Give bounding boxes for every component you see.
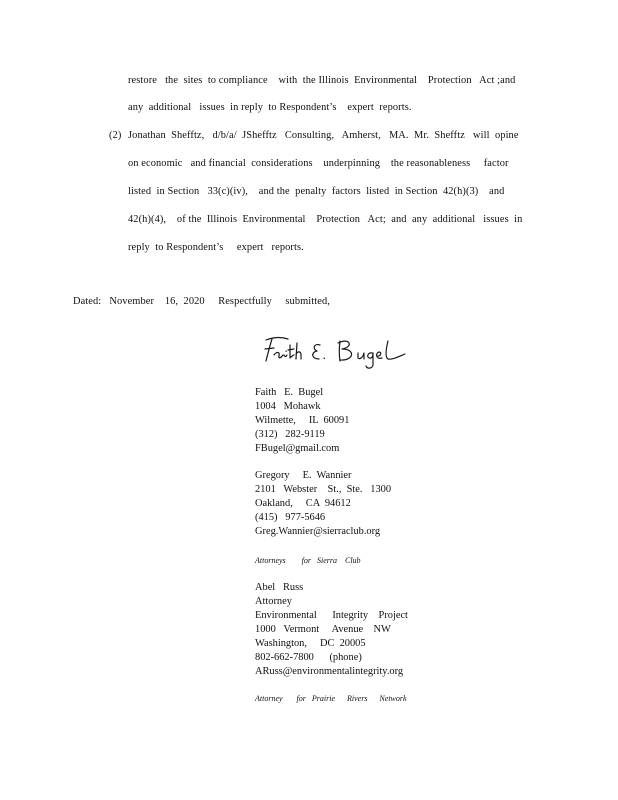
body-line-7: reply to Respondent’s expert reports.: [128, 242, 304, 253]
body-line-5: listed in Section 33(c)(iv), and the penalty factors listed in Section 42(h)(3) and: [128, 186, 505, 197]
attorney-block-wannier: [255, 469, 391, 539]
address-city: Oakland, CA 94612: [255, 498, 351, 509]
attorney-block-russ: [255, 581, 408, 679]
caption-prairie-rivers: Attorney for Prairie Rivers Network: [255, 694, 407, 703]
body-line-4: on economic and financial considerations underpinning the reasonableness factor: [128, 158, 509, 169]
phone-number: (312) 282-9119: [255, 429, 325, 440]
address-street: 2101 Webster St., Ste. 1300: [255, 484, 392, 495]
email-address: FBugel@gmail.com: [255, 443, 340, 454]
email-address: ARuss@environmentalintegrity.org: [255, 666, 404, 677]
body-line-3: Jonathan Shefftz, d/b/a/ JShefftz Consulting, Amherst, MA. Mr. Shefftz will opine: [128, 130, 519, 141]
body-line-1: restore the sites to compliance with the Illinois Environmental Protection Act ;and: [128, 75, 516, 86]
handwritten-signature: [260, 333, 420, 378]
attorney-name: Faith E. Bugel: [255, 387, 324, 398]
organization-name: Environmental Integrity Project: [255, 610, 408, 621]
caption-sierra-club: Attorneys for Sierra Club: [255, 556, 361, 565]
email-address: Greg.Wannier@sierraclub.org: [255, 526, 381, 537]
address-city: Wilmette, IL 60091: [255, 415, 350, 426]
attorney-block-bugel: [255, 386, 349, 456]
body-line-2: any additional issues in reply to Respondent’s expert reports.: [128, 102, 412, 113]
attorney-name: Gregory E. Wannier: [255, 470, 352, 481]
body-line-6: 42(h)(4), of the Illinois Environmental Protection Act; and any additional issues in: [128, 214, 523, 225]
address-street: 1000 Vermont Avenue NW: [255, 624, 391, 635]
attorney-name: Abel Russ: [255, 582, 304, 593]
phone-number: (415) 977-5646: [255, 512, 326, 523]
attorney-title: Attorney: [255, 596, 292, 607]
dated-line: Dated: November 16, 2020 Respectfully submitted,: [73, 296, 330, 307]
address-city: Washington, DC 20005: [255, 638, 366, 649]
phone-number: 802-662-7800 (phone): [255, 652, 362, 663]
list-item-number: (2): [109, 130, 122, 141]
address-street: 1004 Mohawk: [255, 401, 321, 412]
